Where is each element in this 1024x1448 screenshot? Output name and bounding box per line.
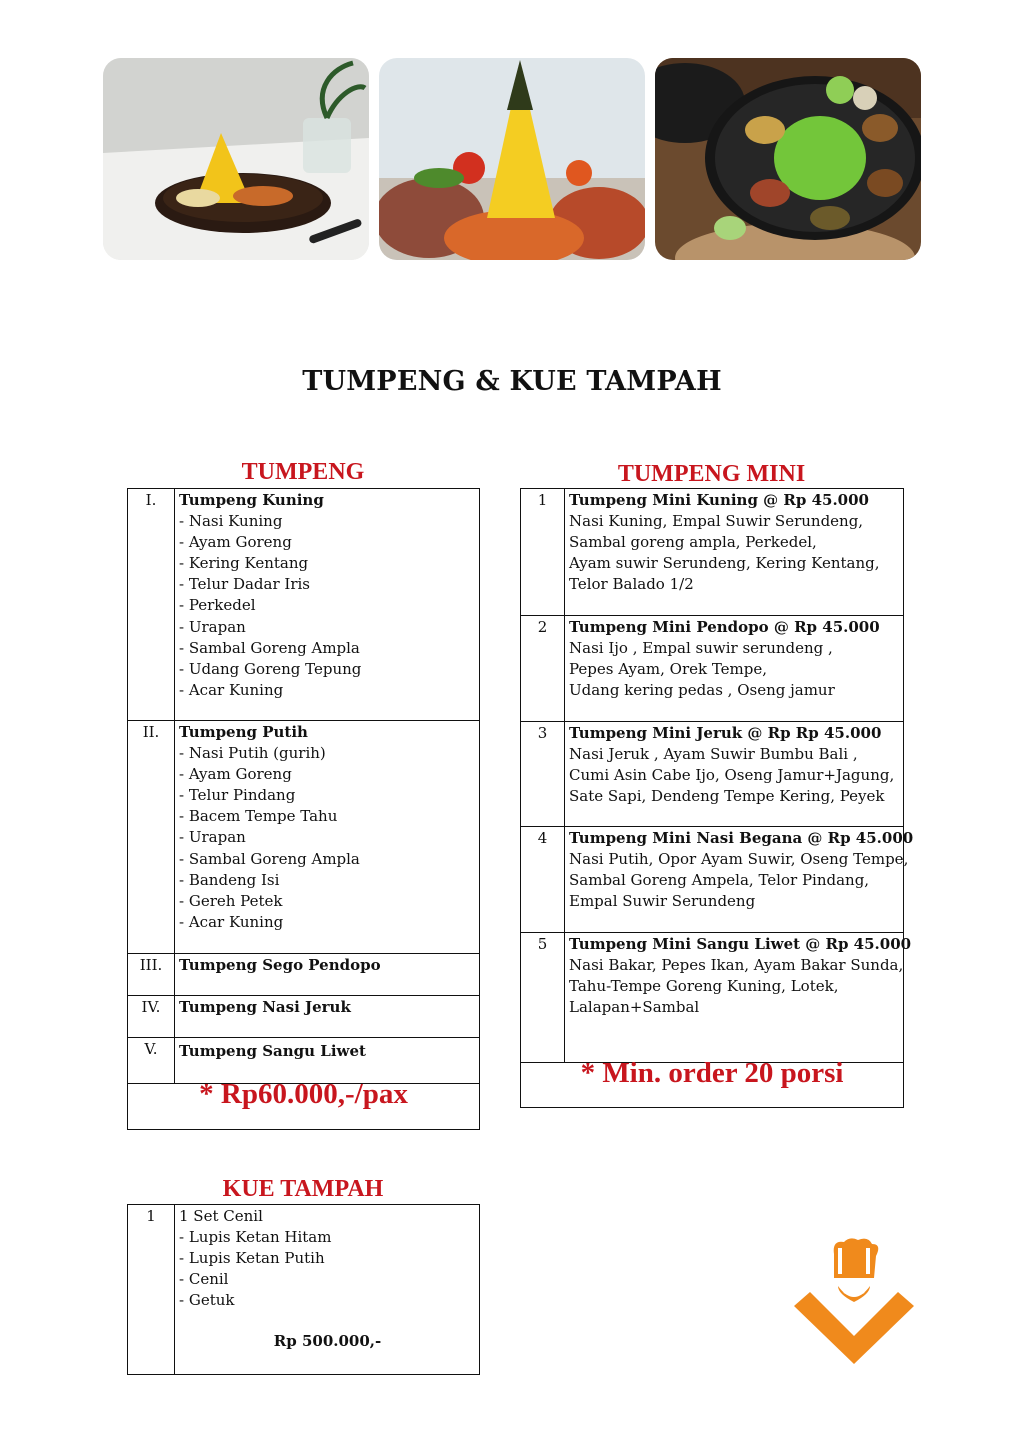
menu-line: - Telur Pindang: [179, 786, 296, 805]
item-title: Tumpeng Nasi Jeruk: [179, 998, 351, 1016]
menu-line: Sambal goreng ampla, Perkedel,: [569, 533, 817, 552]
item-title: Tumpeng Kuning: [179, 491, 324, 509]
min-order-note: * Min. order 20 porsi: [521, 1063, 904, 1108]
chef-logo-icon: [788, 1236, 918, 1366]
table-row: [128, 721, 480, 954]
menu-line: - Telur Dadar Iris: [179, 575, 310, 594]
menu-line: Telor Balado 1/2: [569, 575, 694, 594]
item-title: Tumpeng Mini Sangu Liwet @ Rp 45.000: [569, 935, 912, 953]
item-title: Tumpeng Mini Pendopo @ Rp 45.000: [569, 618, 880, 636]
menu-line: - Lupis Ketan Hitam: [179, 1228, 332, 1247]
menu-line: - Nasi Putih (gurih): [179, 744, 326, 763]
green-tumpeng-mini-photo: [655, 58, 921, 260]
tumpeng-mini-heading: TUMPENG MINI: [617, 461, 806, 487]
menu-line: Tahu-Tempe Goreng Kuning, Lotek,: [569, 977, 839, 996]
item-title: Tumpeng Mini Jeruk @ Rp Rp 45.000: [569, 724, 882, 742]
menu-line: Empal Suwir Serundeng: [569, 892, 756, 911]
page-title: TUMPENG & KUE TAMPAH: [302, 366, 722, 397]
item-title: 1 Set Cenil: [179, 1207, 263, 1225]
table-row: [128, 489, 480, 721]
menu-line: Nasi Kuning, Empal Suwir Serundeng,: [569, 512, 864, 531]
item-number: 4: [521, 827, 565, 933]
menu-line: - Ayam Goreng: [179, 765, 292, 784]
menu-line: - Lupis Ketan Putih: [179, 1249, 325, 1268]
menu-line: - Urapan: [179, 617, 246, 636]
item-title: Tumpeng Sego Pendopo: [179, 956, 381, 974]
item-number: IV.: [128, 996, 175, 1038]
item-number: V.: [128, 1038, 175, 1084]
menu-line: Nasi Jeruk , Ayam Suwir Bumbu Bali ,: [569, 745, 858, 764]
yellow-tumpeng-plate-photo: [103, 58, 369, 260]
menu-line: - Gereh Petek: [179, 891, 283, 910]
item-title: Tumpeng Sangu Liwet: [179, 1042, 366, 1060]
item-number: III.: [128, 954, 175, 996]
menu-line: Sambal Goreng Ampela, Telor Pindang,: [569, 871, 870, 890]
table-row: [128, 1038, 480, 1084]
menu-line: Nasi Bakar, Pepes Ikan, Ayam Bakar Sunda,: [569, 956, 904, 975]
table-row: [521, 489, 904, 616]
menu-line: - Acar Kuning: [179, 912, 284, 931]
menu-line: Udang kering pedas , Oseng jamur: [569, 681, 835, 700]
item-number: 1: [521, 489, 565, 616]
item-title: Tumpeng Mini Kuning @ Rp 45.000: [569, 491, 869, 509]
menu-line: Cumi Asin Cabe Ijo, Oseng Jamur+Jagung,: [569, 766, 895, 785]
table-row: [521, 722, 904, 827]
tumpeng-table: [127, 488, 480, 1130]
menu-line: - Acar Kuning: [179, 680, 284, 699]
menu-line: - Ayam Goreng: [179, 533, 292, 552]
menu-line: - Cenil: [179, 1270, 229, 1289]
menu-line: Sate Sapi, Dendeng Tempe Kering, Peyek: [569, 787, 885, 806]
menu-line: - Sambal Goreng Ampla: [179, 849, 360, 868]
menu-line: - Perkedel: [179, 596, 256, 615]
table-row: [128, 1084, 480, 1130]
item-number: 3: [521, 722, 565, 827]
item-number: 1: [128, 1205, 175, 1375]
item-number: 2: [521, 616, 565, 722]
menu-line: Pepes Ayam, Orek Tempe,: [569, 660, 768, 679]
yellow-tumpeng-closeup-photo: [379, 58, 645, 260]
menu-line: - Nasi Kuning: [179, 512, 283, 531]
item-title: Tumpeng Mini Nasi Begana @ Rp 45.000: [569, 829, 914, 847]
table-row: [521, 933, 904, 1063]
item-number: I.: [128, 489, 175, 721]
menu-line: - Udang Goreng Tepung: [179, 659, 362, 678]
menu-line: - Bacem Tempe Tahu: [179, 807, 338, 826]
kue-price: Rp 500.000,-: [273, 1332, 382, 1351]
item-title: Tumpeng Putih: [179, 723, 308, 741]
menu-line: Nasi Ijo , Empal suwir serundeng ,: [569, 639, 833, 658]
menu-line: - Kering Kentang: [179, 554, 309, 573]
table-row: [521, 1063, 904, 1108]
menu-line: - Urapan: [179, 828, 246, 847]
menu-line: Ayam suwir Serundeng, Kering Kentang,: [569, 554, 880, 573]
menu-line: Nasi Putih, Opor Ayam Suwir, Oseng Tempe,: [569, 850, 909, 869]
table-row: [128, 996, 480, 1038]
table-row: [128, 1205, 480, 1375]
tumpeng-heading: TUMPENG: [241, 459, 365, 485]
tumpeng-price: * Rp60.000,-/pax: [128, 1084, 480, 1130]
table-row: [521, 827, 904, 933]
tumpeng-mini-table: [520, 488, 914, 1108]
table-row: [521, 616, 904, 722]
menu-line: - Getuk: [179, 1291, 235, 1310]
item-number: II.: [128, 721, 175, 954]
menu-line: - Bandeng Isi: [179, 870, 280, 889]
menu-line: Lalapan+Sambal: [569, 998, 700, 1017]
kue-tampah-table: [127, 1204, 480, 1375]
menu-line: - Sambal Goreng Ampla: [179, 638, 360, 657]
item-number: 5: [521, 933, 565, 1063]
table-row: [128, 954, 480, 996]
kue-tampah-heading: KUE TAMPAH: [222, 1176, 384, 1202]
